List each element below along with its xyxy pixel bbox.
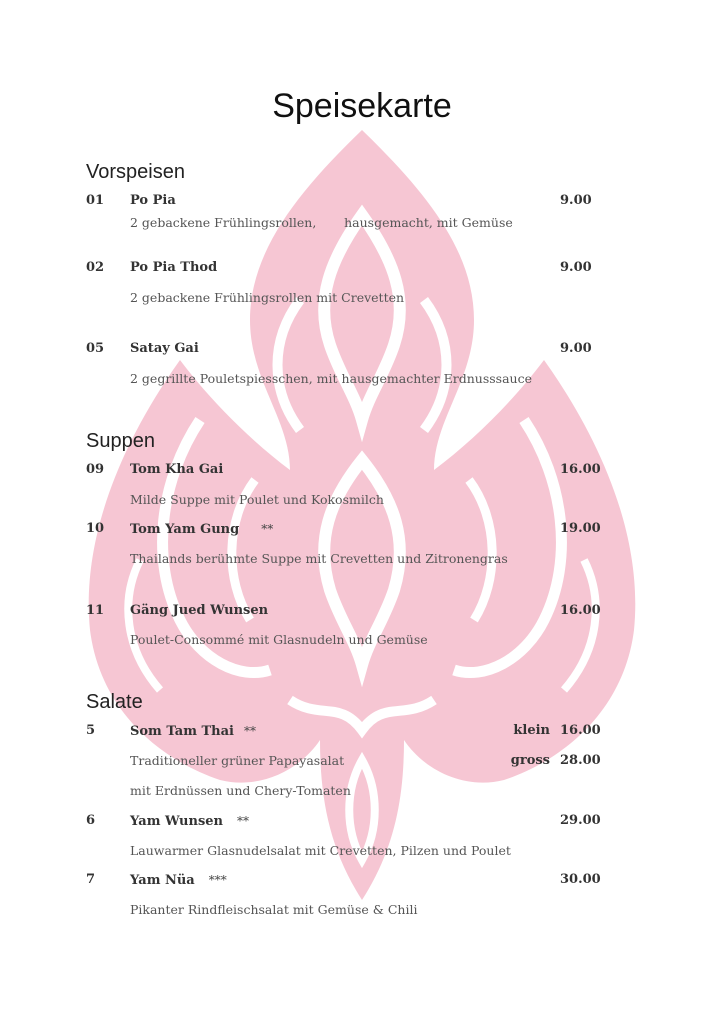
item-number: 6: [86, 813, 96, 828]
item-size-small: klein: [513, 723, 550, 738]
item-name-text: Som Tam Thai: [130, 724, 234, 739]
menu-item-row: [0, 600, 724, 622]
item-number: 7: [86, 872, 96, 887]
item-number: 09: [86, 462, 105, 477]
item-price: 9.00: [560, 341, 592, 356]
item-description: mit Erdnüssen und Chery-Tomaten: [130, 783, 351, 798]
item-name: Gäng Jued Wunsen: [130, 603, 269, 618]
item-name: [130, 720, 256, 743]
item-name: [130, 869, 227, 892]
item-price: 16.00: [560, 462, 601, 477]
item-name: [130, 518, 273, 541]
menu-item-row: [0, 459, 724, 481]
item-price: 9.00: [560, 260, 592, 275]
item-size-large: gross: [510, 753, 550, 768]
item-description: Traditioneller grüner Papayasalat: [130, 753, 345, 768]
item-price: 30.00: [560, 872, 601, 887]
section-heading-vorspeisen: Vorspeisen: [86, 161, 185, 183]
menu-item-row: [0, 869, 724, 891]
item-name-text: Yam Nüa: [130, 873, 195, 888]
section-heading-suppen: Suppen: [86, 430, 155, 452]
item-name: Po Pia Thod: [130, 260, 218, 275]
item-price: 19.00: [560, 521, 601, 536]
item-description: 2 gegrillte Pouletspiesschen, mit hausgemachter Erdnusssauce: [130, 371, 532, 386]
menu-item-row: [0, 720, 724, 742]
item-description: Thailands berühmte Suppe mit Crevetten und Zitronengras: [130, 551, 508, 566]
menu-item-row: [0, 810, 724, 832]
menu-item-row: [0, 518, 724, 540]
item-number: 11: [86, 603, 105, 618]
item-name-text: Yam Wunsen: [130, 814, 223, 829]
menu-item-row: [0, 338, 724, 360]
item-number: 05: [86, 341, 105, 356]
item-description: 2 gebackene Frühlingsrollen, hausgemacht, mit Gemüse: [130, 215, 513, 230]
item-name-text: Tom Yam Gung: [130, 522, 240, 537]
item-number: 5: [86, 723, 96, 738]
menu-item-row-secondary: [0, 750, 724, 772]
item-number: 10: [86, 521, 105, 536]
item-price-large: 28.00: [560, 753, 601, 768]
spice-level: **: [243, 724, 256, 738]
spice-level: **: [237, 814, 249, 828]
item-name: [130, 810, 249, 833]
section-heading-salate: Salate: [86, 691, 143, 713]
page-title: Speisekarte: [272, 87, 452, 125]
item-description: Pikanter Rindfleischsalat mit Gemüse & Chili: [130, 902, 418, 917]
item-price: 29.00: [560, 813, 601, 828]
menu-item-row: [0, 257, 724, 279]
item-price: 9.00: [560, 193, 592, 208]
item-price: 16.00: [560, 603, 601, 618]
item-name: Tom Kha Gai: [130, 462, 224, 477]
item-name: Satay Gai: [130, 341, 199, 356]
item-description: Milde Suppe mit Poulet und Kokosmilch: [130, 492, 384, 507]
item-number: 02: [86, 260, 105, 275]
item-name: Po Pia: [130, 193, 176, 208]
spice-level: **: [261, 522, 274, 536]
menu-item-row: [0, 190, 724, 212]
item-description: Lauwarmer Glasnudelsalat mit Crevetten, Pilzen und Poulet: [130, 843, 511, 858]
item-description: 2 gebackene Frühlingsrollen mit Crevetten: [130, 290, 405, 305]
item-number: 01: [86, 193, 105, 208]
item-price: 16.00: [560, 723, 601, 738]
item-description: Poulet-Consommé mit Glasnudeln und Gemüse: [130, 632, 428, 647]
spice-level: ***: [208, 873, 227, 887]
